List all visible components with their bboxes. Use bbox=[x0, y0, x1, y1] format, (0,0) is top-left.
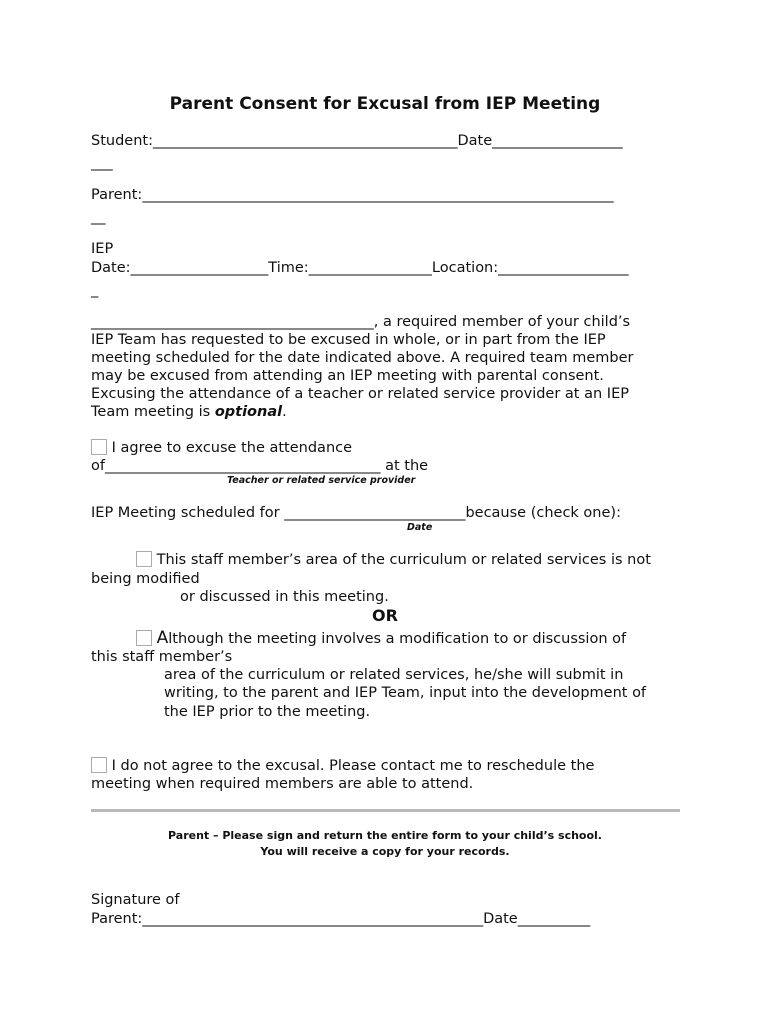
student-line bbox=[91, 132, 691, 150]
option2-line-1 bbox=[136, 629, 736, 648]
return-instructions bbox=[0, 828, 770, 860]
student-label: Student: bbox=[91, 133, 153, 149]
paragraph-line-2: IEP Team has requested to be excused in whole, or in part from the IEP bbox=[91, 332, 606, 348]
option2-first-letter: A bbox=[156, 628, 169, 648]
iep-time-blank[interactable]: _________________ bbox=[308, 260, 432, 276]
option2-line-2: this staff member’s bbox=[91, 649, 233, 665]
optional-emphasis: optional bbox=[214, 404, 283, 420]
scheduled-date-blank[interactable]: _________________________ bbox=[284, 505, 466, 521]
paragraph-line-5: Excusing the attendance of a teacher or related service provider at an IEP bbox=[91, 386, 629, 402]
student-date-label: Date bbox=[457, 133, 493, 149]
iep-location-label: Location: bbox=[431, 260, 499, 276]
parent-blank[interactable]: _________________________________________________________________ bbox=[142, 187, 614, 203]
student-date-blank[interactable]: __________________ bbox=[492, 133, 623, 149]
paragraph-text-6: Team meeting is bbox=[91, 404, 215, 420]
instructions-line-2: You will receive a copy for your records. bbox=[260, 845, 510, 858]
iep-location-blank[interactable]: __________________ bbox=[498, 260, 629, 276]
parent-line bbox=[91, 186, 691, 204]
iep-date-label: Date: bbox=[91, 260, 131, 276]
paragraph-line-1 bbox=[91, 313, 691, 331]
option1-checkbox[interactable] bbox=[136, 551, 152, 567]
iep-time-label: Time: bbox=[268, 260, 309, 276]
parent-label: Parent: bbox=[91, 187, 143, 203]
provider-sublabel: Teacher or related service provider bbox=[227, 475, 416, 486]
paragraph-line-3: meeting scheduled for the date indicated above. A required team member bbox=[91, 350, 634, 366]
excusal-paragraph bbox=[91, 313, 691, 421]
signature-date-label: Date bbox=[483, 911, 518, 927]
option2-checkbox[interactable] bbox=[136, 630, 152, 646]
instructions-line-1: Parent – Please sign and return the entire form to your child’s school. bbox=[168, 829, 602, 842]
form-title: Parent Consent for Excusal from IEP Meeting bbox=[169, 94, 601, 114]
agree-text: I agree to excuse the attendance bbox=[107, 440, 353, 456]
scheduled-date-sublabel: Date bbox=[407, 522, 433, 533]
parent-line-wrap: __ bbox=[91, 209, 106, 225]
option1-line-3: or discussed in this meeting. bbox=[180, 589, 389, 605]
agree-checkbox[interactable] bbox=[91, 439, 107, 455]
iep-line-wrap: _ bbox=[91, 282, 99, 298]
provider-blank[interactable]: ______________________________________ bbox=[104, 458, 381, 474]
iep-date-blank[interactable]: ___________________ bbox=[130, 260, 269, 276]
agree-of-label: of bbox=[91, 458, 105, 474]
signature-label-line: Signature of bbox=[91, 892, 180, 908]
paragraph-line-4: may be excused from attending an IEP meeting with parental consent. bbox=[91, 368, 604, 384]
option1-text-1: This staff member’s area of the curriculum or related services is not bbox=[152, 552, 651, 568]
option2-text-1: lthough the meeting involves a modification to or discussion of bbox=[168, 631, 627, 647]
iep-details-line bbox=[91, 259, 691, 277]
option2-line-4: writing, to the parent and IEP Team, input into the development of bbox=[164, 685, 647, 701]
disagree-line-2: meeting when required members are able to attend. bbox=[91, 776, 474, 792]
signature-blank[interactable]: _______________________________________________ bbox=[142, 911, 484, 927]
iep-label: IEP bbox=[91, 241, 114, 257]
option2-line-3: area of the curriculum or related services, he/she will submit in bbox=[164, 667, 624, 683]
scheduled-label: IEP Meeting scheduled for bbox=[91, 505, 285, 521]
scheduled-line bbox=[91, 504, 691, 522]
agree-line bbox=[91, 439, 691, 457]
scheduled-because: because (check one): bbox=[465, 505, 621, 521]
agree-of-line bbox=[91, 457, 691, 475]
paragraph-period: . bbox=[282, 404, 287, 420]
disagree-checkbox[interactable] bbox=[91, 757, 107, 773]
option1-line-1 bbox=[136, 551, 736, 569]
disagree-text-1: I do not agree to the excusal. Please contact me to reschedule the bbox=[107, 758, 595, 774]
student-blank[interactable]: __________________________________________ bbox=[152, 133, 458, 149]
member-name-blank[interactable]: _______________________________________ bbox=[91, 314, 374, 330]
student-line-wrap: ___ bbox=[91, 155, 113, 171]
divider-line bbox=[91, 809, 680, 812]
agree-at-the: at the bbox=[380, 458, 429, 474]
paragraph-text-1: , a required member of your child’s bbox=[373, 314, 631, 330]
or-separator: OR bbox=[372, 606, 398, 625]
signature-parent-label: Parent: bbox=[91, 911, 143, 927]
paragraph-line-6 bbox=[91, 403, 691, 421]
disagree-line-1 bbox=[91, 757, 691, 775]
signature-date-blank[interactable]: __________ bbox=[517, 911, 591, 927]
option1-line-2: being modified bbox=[91, 571, 200, 587]
option2-line-5: the IEP prior to the meeting. bbox=[164, 704, 371, 720]
signature-line bbox=[91, 910, 691, 928]
